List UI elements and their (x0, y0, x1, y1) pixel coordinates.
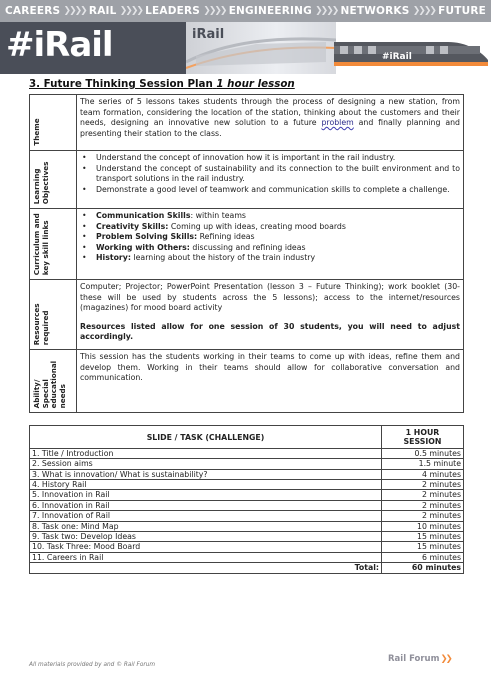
footer-credit: All materials provided by and © Rail Forum (29, 662, 156, 668)
title-main: 3. Future Thinking Session Plan (29, 78, 213, 90)
nav-word-rail: RAIL (88, 5, 117, 17)
table-row: 2. Session aims 1.5 minute (30, 459, 464, 469)
total-value: 60 minutes (382, 563, 464, 573)
table-row: 5. Innovation in Rail 2 minutes (30, 490, 464, 500)
nav-word-careers: CAREERS (5, 5, 61, 17)
list-item: • Demonstrate a good level of teamwork and communication skills to complete a challenge. (80, 185, 460, 196)
train-icon (330, 26, 491, 74)
curriculum-list (80, 211, 460, 264)
theme-row (30, 95, 464, 151)
objectives-row (30, 151, 464, 209)
list-item: • History: learning about the history of the train industry (80, 253, 460, 264)
table-row: 11. Careers in Rail 6 minutes (30, 552, 464, 562)
resources-note: Resources listed allow for one session of 30 students, you will need to adjust accordingly. (80, 321, 460, 342)
irail-logo: #iRail (6, 25, 113, 65)
table-row: 9. Task two: Develop Ideas 15 minutes (30, 532, 464, 542)
table-row: 1. Title / Introduction 0.5 minutes (30, 448, 464, 458)
curriculum-label: Curriculum and key skill links (32, 212, 50, 275)
list-item: • Understand the concept of innovation how it is important in the rail industry. (80, 153, 460, 164)
chevrons-icon: ❯❯❯❯ (63, 6, 86, 16)
table-row: 8. Task one: Mind Map 10 minutes (30, 521, 464, 531)
ability-label: Ability/ Special educational needs (32, 360, 67, 408)
session-plan-table (29, 94, 464, 413)
resources-text: Computer; Projector; PowerPoint Presentation (lesson 3 – Future Thinking); work booklet (30- these will be used by students across the 5 lessons); access to the internet/resources (magazines) for mood board activity (80, 282, 460, 313)
chevrons-icon: ❯❯❯❯ (203, 6, 226, 16)
objectives-label-cell (30, 151, 77, 209)
ability-label-cell (30, 350, 77, 413)
header-banner (0, 22, 491, 74)
list-item: • Understand the concept of sustainability and its connection to the built environment and to transport solutions in the rail industry. (80, 164, 460, 185)
top-nav-banner (0, 0, 491, 22)
curriculum-label-cell (30, 209, 77, 280)
objectives-list (80, 153, 460, 195)
objectives-label: Learning Objectives (32, 161, 50, 204)
theme-text: The series of 5 lessons takes students through the process of designing a new station, from team formation, considering the location of the station, thinking about the customers and their needs, designing an innovative new solution to a future problem and finally planning and presenting their station to the class. (77, 95, 464, 151)
train-illustration (186, 22, 336, 74)
theme-label-cell (30, 95, 77, 151)
chevrons-icon: ❯❯ (439, 654, 451, 664)
resources-label-cell (30, 280, 77, 350)
total-row (30, 563, 464, 573)
resources-row (30, 280, 464, 350)
chevrons-icon: ❯❯❯❯ (412, 6, 435, 16)
table-row: 6. Innovation in Rail 2 minutes (30, 500, 464, 510)
chevrons-icon: ❯❯❯❯ (315, 6, 338, 16)
list-item: • Working with Others: discussing and refining ideas (80, 243, 460, 254)
table-row: 10. Task Three: Mood Board 15 minutes (30, 542, 464, 552)
problem-link: problem (321, 118, 354, 128)
timing-header-row (30, 426, 464, 449)
train-motion-icon (186, 22, 336, 74)
table-row: 4. History Rail 2 minutes (30, 480, 464, 490)
total-label: Total: (30, 563, 382, 573)
objectives-list-cell (77, 151, 464, 209)
list-item: • Problem Solving Skills: Refining ideas (80, 232, 460, 243)
theme-label: Theme (32, 118, 41, 146)
curriculum-row (30, 209, 464, 280)
title-duration: 1 hour lesson (216, 78, 295, 90)
resources-label: Resources required (32, 303, 50, 345)
table-row: 3. What is innovation/ What is sustainability? 4 minutes (30, 469, 464, 479)
nav-word-future: FUTURE (438, 5, 486, 17)
page-title (29, 78, 295, 90)
list-item: • Communication Skills: within teams (80, 211, 460, 222)
ability-row (30, 350, 464, 413)
table-row: 7. Innovation of Rail 2 minutes (30, 511, 464, 521)
header-session: 1 HOUR SESSION (382, 426, 464, 449)
ability-text: This session has the students working in their teams to come up with ideas, refine them and develop them. Working in their teams should allow for collaborative conversation and communication. (77, 350, 464, 413)
curriculum-list-cell (77, 209, 464, 280)
mini-irail-logo: iRail (192, 27, 225, 42)
header-task: SLIDE / TASK (CHALLENGE) (30, 426, 382, 449)
nav-word-networks: NETWORKS (340, 5, 410, 17)
rail-forum-logo: Rail Forum ❯❯ (388, 654, 451, 664)
chevrons-icon: ❯❯❯❯ (119, 6, 142, 16)
nav-word-engineering: ENGINEERING (228, 5, 312, 17)
irail-logo-block (0, 22, 186, 74)
train-irail-logo: #iRail (382, 52, 412, 62)
resources-cell (77, 280, 464, 350)
list-item: • Creativity Skills: Coming up with ideas, creating mood boards (80, 222, 460, 233)
nav-word-leaders: LEADERS (145, 5, 201, 17)
session-timing-table (29, 425, 464, 574)
